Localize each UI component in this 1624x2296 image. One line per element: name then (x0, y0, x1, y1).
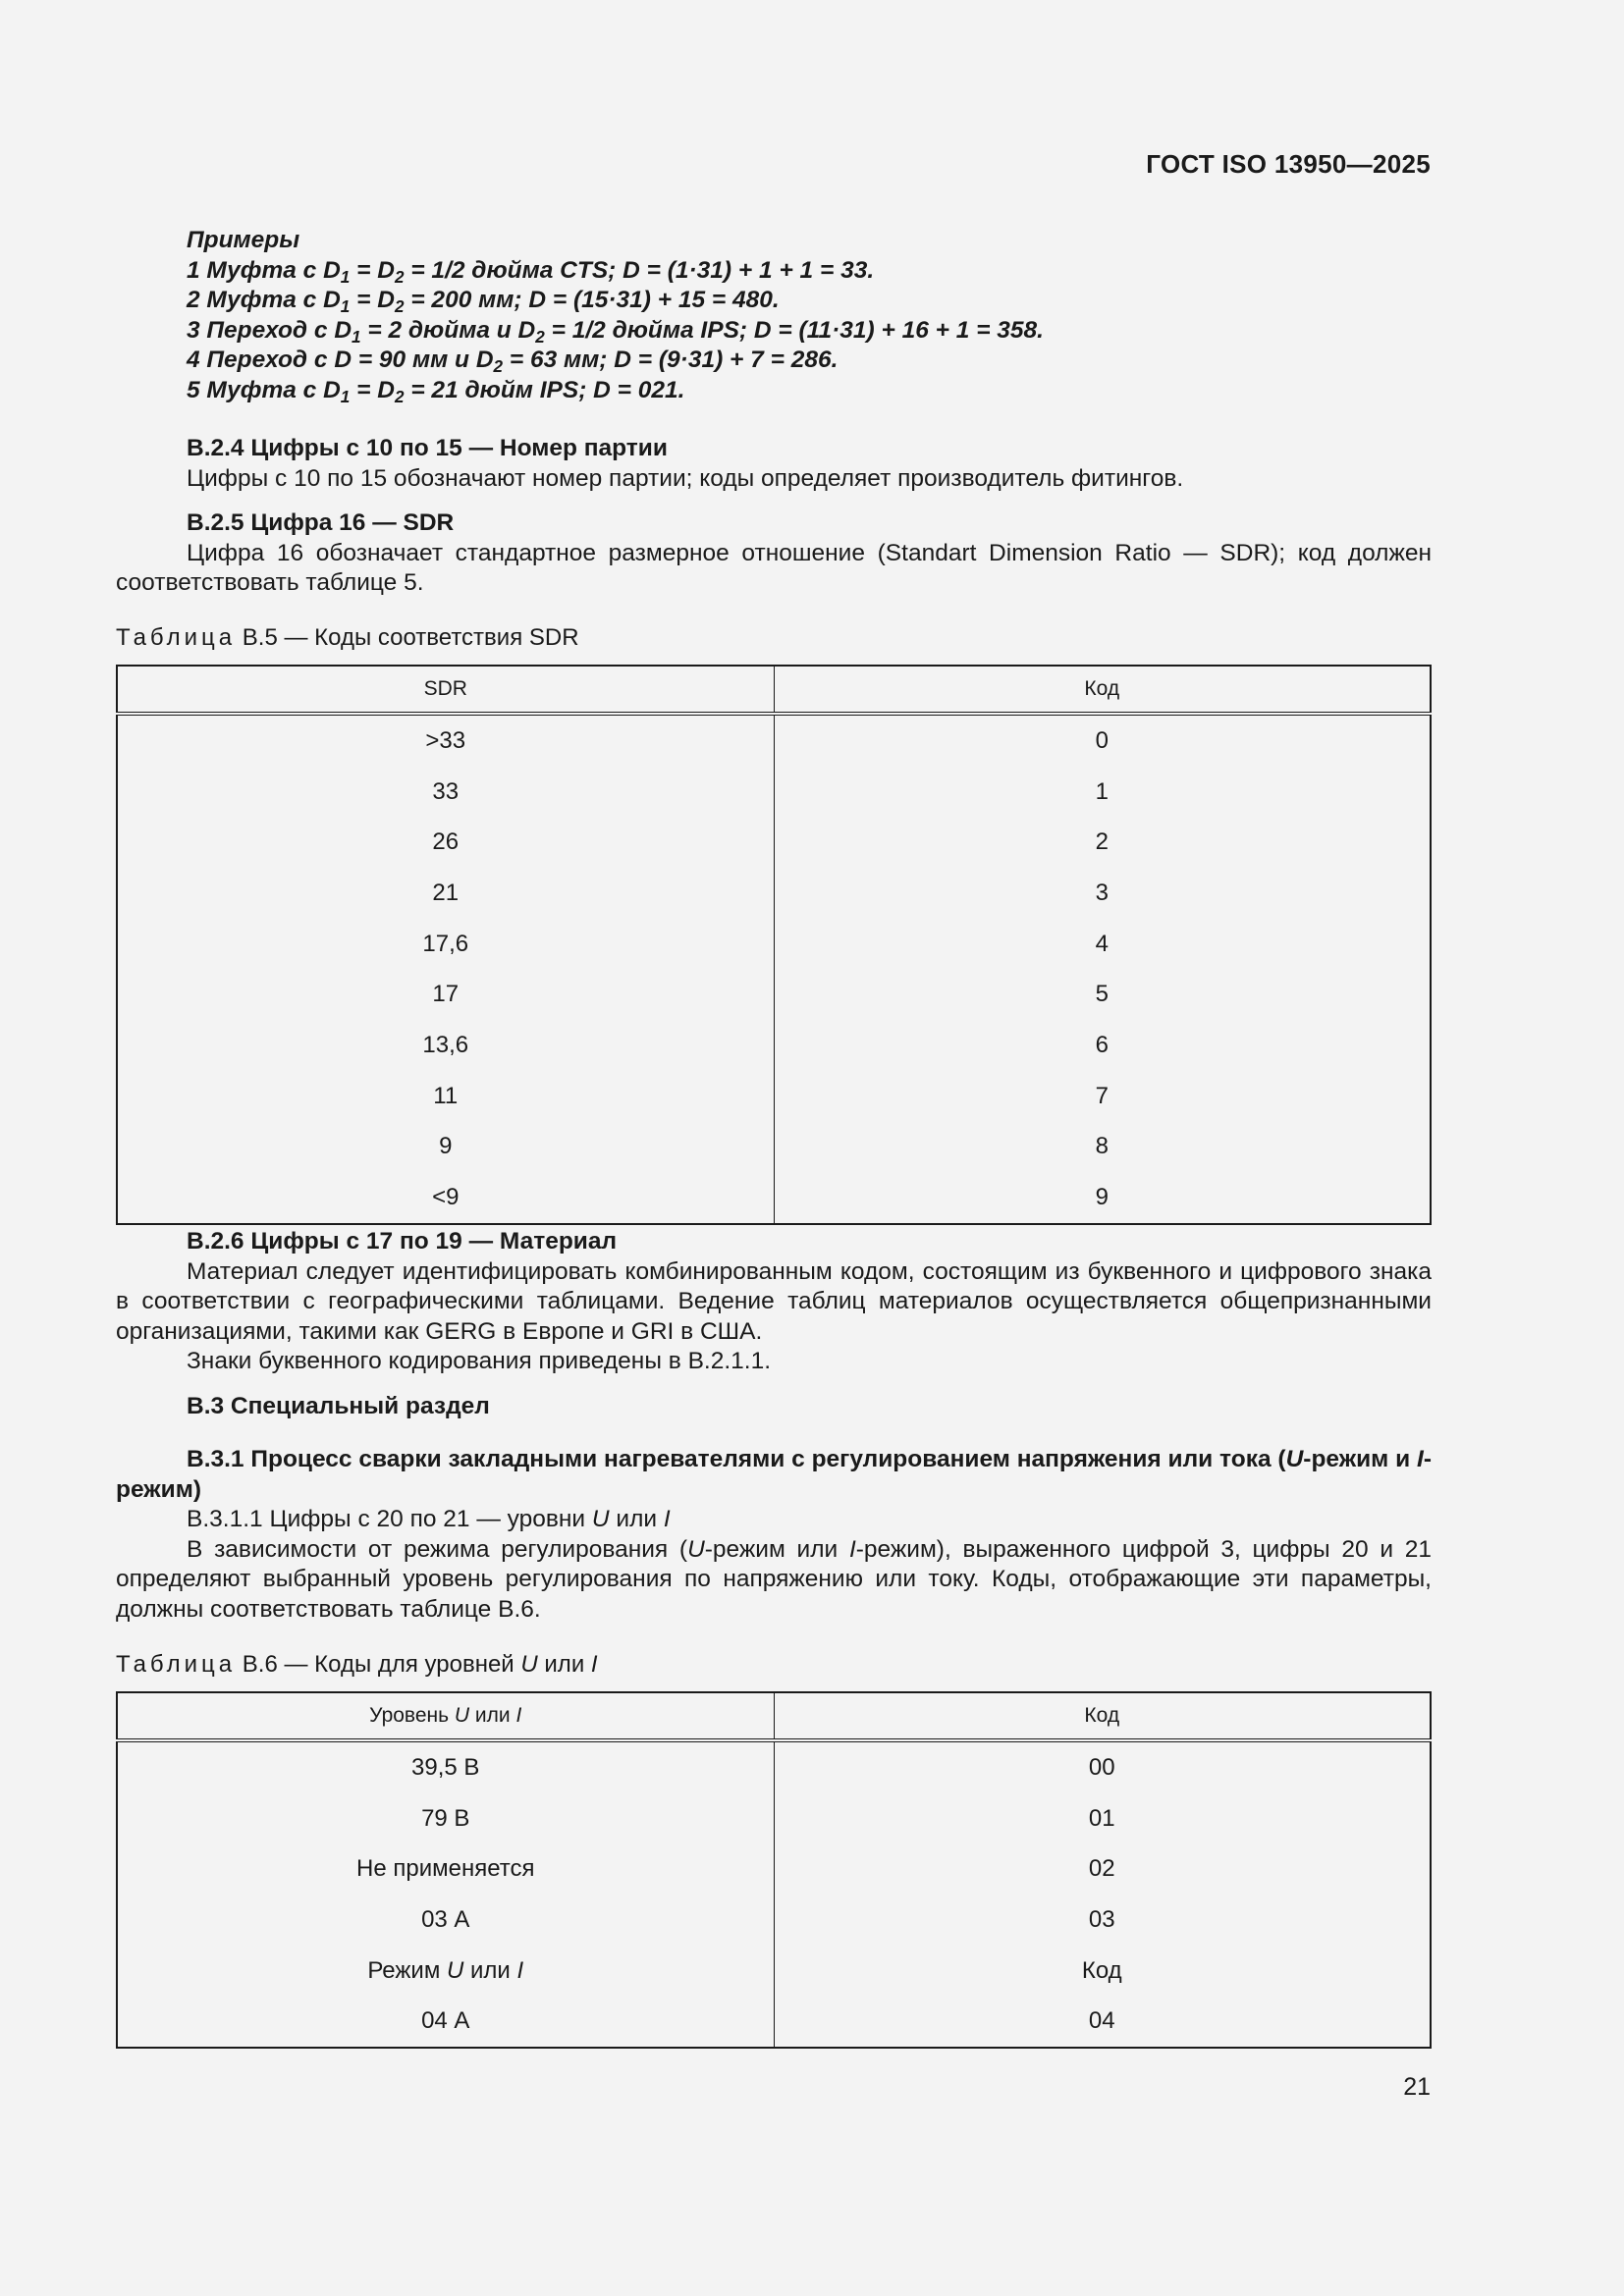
section-text: Материал следует идентифицировать комбинированным кодом, состоящим из буквенного и цифрового знака в соответствии с географическими таблицами. Ведение таблиц материалов осуществляется общепризнанными организациями, такими как GERG в Европе и GRI в США. (116, 1257, 1432, 1345)
table-row (117, 868, 1431, 919)
table-cell: 1 (1095, 777, 1109, 805)
table-row (117, 1020, 1431, 1071)
table-row (117, 919, 1431, 970)
table-cell: 03 (1088, 1905, 1115, 1933)
table-cell: 6 (1095, 1031, 1109, 1058)
table-row (117, 1740, 1431, 1793)
table-row (117, 1895, 1431, 1946)
table-cell: 00 (1088, 1753, 1115, 1781)
examples-title: Примеры (187, 227, 300, 253)
section-b25 (116, 508, 1432, 599)
table-header-row (117, 666, 1431, 714)
table-cell: Код (1081, 1956, 1122, 1984)
table-cell: Режим U или I (117, 1946, 774, 1997)
page-number: 21 (1403, 2073, 1431, 2101)
table-cell: 02 (1088, 1855, 1115, 1883)
section-b31 (116, 1445, 1432, 1625)
table-cell: 33 (117, 767, 774, 818)
example-line: 1 Муфта с $D_1 = D_2 = 1/2$ дюйма CTS; D = (1·31) + 1 + 1 = 33. (187, 256, 875, 287)
table-cell: 9 (117, 1122, 774, 1173)
example-line: 2 Муфта с $D_1 = D_2 = 200$ мм; D = (15·31) + 15 = 480. (187, 287, 780, 317)
table-row (117, 1172, 1431, 1224)
table-cell: Не применяется (117, 1843, 774, 1895)
table-cell: 79 В (117, 1793, 774, 1844)
section-heading: В.2.5 Цифра 16 — SDR (187, 509, 455, 536)
example-line: 5 Муфта с $D_1 = D_2 = 21$ дюйм IPS; D = 021. (187, 376, 685, 406)
subsection-heading: В.3.1.1 Цифры с 20 по 21 — уровни U или I (187, 1506, 671, 1532)
table-header-row (117, 1692, 1431, 1740)
table-cell: 8 (1095, 1133, 1109, 1160)
table-cell: 26 (117, 817, 774, 868)
table-cell: 3 (1095, 879, 1109, 906)
document-header-id: ГОСТ ISO 13950—2025 (1146, 149, 1431, 179)
section-heading: В.3 Специальный раздел (187, 1393, 490, 1419)
table-cell: 04 А (117, 1996, 774, 2048)
section-b24 (116, 434, 1432, 494)
column-header: Код (774, 1692, 1431, 1740)
column-header: SDR (117, 666, 774, 714)
section-heading: В.3.1 Процесс сварки закладными нагревателями с регулированием напряжения или тока (U-режим и I-режим) (116, 1446, 1432, 1503)
table-cell: 11 (117, 1071, 774, 1122)
table-cell: 17,6 (117, 919, 774, 970)
table-cell: 01 (1088, 1804, 1115, 1832)
table-row (117, 1122, 1431, 1173)
table-row (117, 1996, 1431, 2048)
table-row (117, 1071, 1431, 1122)
table-row (117, 767, 1431, 818)
table-row (117, 969, 1431, 1020)
table-cell: <9 (117, 1172, 774, 1224)
table-cell: 39,5 В (117, 1740, 774, 1793)
table5 (116, 665, 1432, 1225)
section-heading: В.2.4 Цифры с 10 по 15 — Номер партии (187, 435, 668, 461)
table6 (116, 1691, 1432, 2049)
table6-caption: Таблица В.6 — Коды для уровней U или I (116, 1651, 598, 1678)
table-cell: 0 (1095, 726, 1109, 754)
table-cell: 13,6 (117, 1020, 774, 1071)
column-header: Уровень U или I (117, 1692, 774, 1740)
section-b26 (116, 1227, 1432, 1377)
column-header: Код (774, 666, 1431, 714)
example-line: 3 Переход с $D_1 = 2$ дюйма и $D_2 = 1/2$ дюйма IPS; D = (11·31) + 16 + 1 = 358. (187, 316, 1044, 347)
example-line: 4 Переход с D = 90 мм и $D_2 = 63$ мм; D = (9·31) + 7 = 286. (187, 347, 839, 377)
section-b3 (116, 1392, 1432, 1422)
section-text: В зависимости от режима регулирования (U-режим или I-режим), выраженного цифрой 3, цифры 20 и 21 определяют выбранный уровень регулирования по напряжению или току. Коды, отображающие эти параметры, должны соответствовать таблице В.6. (116, 1535, 1432, 1623)
table-cell: 7 (1095, 1082, 1109, 1109)
section-text: Цифры с 10 по 15 обозначают номер партии; коды определяет производитель фитингов. (187, 464, 1184, 492)
table5-caption: Таблица В.5 — Коды соответствия SDR (116, 624, 579, 651)
table-cell: 9 (1095, 1184, 1109, 1211)
table-row (117, 1843, 1431, 1895)
table-cell: 03 А (117, 1895, 774, 1946)
table-cell: 04 (1088, 2007, 1115, 2035)
table-row (117, 817, 1431, 868)
section-text: Цифра 16 обозначает стандартное размерное отношение (Standart Dimension Ratio — SDR); код должен соответствовать таблице 5. (116, 539, 1432, 596)
table-cell: >33 (117, 714, 774, 767)
table-cell: 17 (117, 969, 774, 1020)
section-text: Знаки буквенного кодирования приведены в В.2.1.1. (187, 1348, 772, 1374)
table-cell: 4 (1095, 930, 1109, 957)
section-heading: В.2.6 Цифры с 17 по 19 — Материал (187, 1228, 618, 1255)
table-row (117, 1946, 1431, 1997)
table-cell: 21 (117, 868, 774, 919)
examples-block (187, 226, 1044, 405)
table-row (117, 1793, 1431, 1844)
table-row (117, 714, 1431, 767)
table-cell: 2 (1095, 828, 1109, 856)
table-cell: 5 (1095, 981, 1109, 1008)
